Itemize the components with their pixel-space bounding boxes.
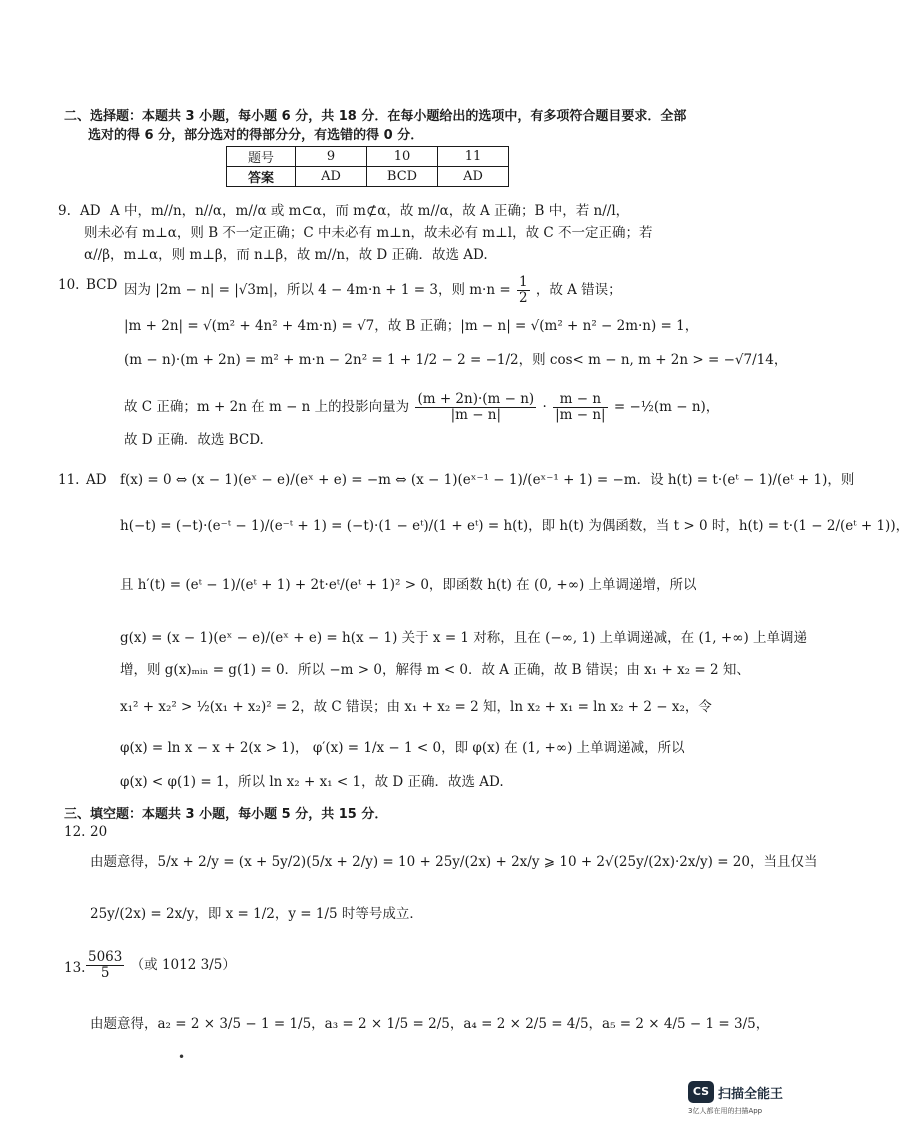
multiply-dot: · bbox=[542, 399, 547, 415]
fraction-denominator: |m − n| bbox=[450, 407, 502, 423]
q11-answer: AD bbox=[86, 472, 107, 488]
q9-line2: 则未必有 m⊥α，则 B 不一定正确；C 中未必有 m⊥n，故未必有 m⊥l，故 C 不一定正确；若 bbox=[84, 225, 653, 241]
answer-table-row bbox=[227, 167, 509, 187]
answer-table-header-row bbox=[227, 147, 509, 167]
table-cell: 11 bbox=[438, 147, 509, 167]
fraction-numerator: 1 bbox=[518, 274, 528, 290]
watermark-subtitle: 3亿人都在用的扫描App bbox=[688, 1107, 763, 1115]
q11-number: 11. bbox=[58, 472, 80, 488]
q13-answer bbox=[84, 950, 236, 981]
q9-number: 9. bbox=[58, 203, 71, 219]
fraction-numerator: m − n bbox=[553, 392, 608, 408]
q10-line4-text: 故 C 正确；m + 2n 在 m − n 上的投影向量为 bbox=[124, 399, 410, 415]
q9-line1: A 中，m//n，n//α，m//α 或 m⊂α，而 m⊄α，故 m//α，故 A 正确；B 中，若 n//l， bbox=[110, 203, 630, 219]
section2-heading-line2: 选对的得 6 分，部分选对的得部分分，有选错的得 0 分． bbox=[88, 128, 424, 143]
q11-line4: g(x) = (x − 1)(eˣ − e)/(eˣ + e) = h(x − 1) 关于 x = 1 对称，且在 (−∞, 1) 上单调递减，在 (1, +∞) 上单调递 bbox=[120, 630, 807, 646]
q10-line4-text-end: = −½(m − n)， bbox=[613, 399, 720, 415]
fraction bbox=[86, 950, 124, 981]
q11-line6: x₁² + x₂² > ½(x₁ + x₂)² = 2，故 C 错误；由 x₁ + x₂ = 2 知，ln x₂ + x₁ = ln x₂ + 2 − x₂，令 bbox=[120, 699, 712, 715]
q11-line8: φ(x) < φ(1) = 1，所以 ln x₂ + x₁ < 1，故 D 正确．故选 AD. bbox=[120, 774, 504, 790]
table-cell: 答案 bbox=[227, 167, 296, 187]
q12-answer: 20 bbox=[90, 824, 108, 840]
table-cell: 10 bbox=[367, 147, 438, 167]
q10-answer: BCD bbox=[86, 277, 118, 293]
q9-line3: α//β，m⊥α，则 m⊥β，而 n⊥β，故 m//n，故 D 正确．故选 AD. bbox=[84, 247, 488, 263]
watermark-name: 扫描全能王 bbox=[718, 1087, 784, 1102]
q10-line1 bbox=[124, 275, 622, 306]
fraction-denominator: |m − n| bbox=[555, 407, 606, 423]
q11-line2: h(−t) = (−t)·(e⁻ᵗ − 1)/(e⁻ᵗ + 1) = (−t)·(1 − eᵗ)/(1 + eᵗ) = h(t)，即 h(t) 为偶函数，当 t > 0 时，h(t) = t·(1 − 2/(eᵗ + 1))， bbox=[120, 518, 909, 534]
camscanner-logo-icon: CS bbox=[688, 1081, 714, 1103]
section3-heading: 三、填空题：本题共 3 小题，每小题 5 分，共 15 分． bbox=[64, 807, 388, 822]
q13-number: 13. bbox=[64, 960, 86, 976]
fraction bbox=[415, 392, 536, 423]
q12-line1: 由题意得，5/x + 2/y = (x + 5y/2)(5/x + 2/y) = 10 + 25y/(2x) + 2x/y ⩾ 10 + 2√(25y/(2x)·2x/y) = 20，当且仅当 bbox=[90, 854, 818, 870]
q9-answer: AD bbox=[80, 203, 101, 219]
q12-number: 12. bbox=[64, 824, 86, 840]
table-cell: BCD bbox=[367, 167, 438, 187]
q11-line5: 增，则 g(x)ₘᵢₙ = g(1) = 0．所以 −m > 0，解得 m < 0．故 A 正确，故 B 错误；由 x₁ + x₂ = 2 知、 bbox=[120, 662, 750, 678]
table-cell: AD bbox=[438, 167, 509, 187]
table-cell: 9 bbox=[296, 147, 367, 167]
q10-line5: 故 D 正确．故选 BCD. bbox=[124, 432, 264, 448]
q11-line3: 且 h′(t) = (eᵗ − 1)/(eᵗ + 1) + 2t·eᵗ/(eᵗ + 1)² > 0，即函数 h(t) 在 (0, +∞) 上单调递增，所以 bbox=[120, 577, 697, 593]
q11-line1: f(x) = 0 ⇔ (x − 1)(eˣ − e)/(eˣ + e) = −m ⇔ (x − 1)(eˣ⁻¹ − 1)/(eˣ⁻¹ + 1) = −m．设 h(t) = t·(eᵗ − 1)/(eᵗ + 1)，则 bbox=[120, 472, 855, 488]
table-cell: AD bbox=[296, 167, 367, 187]
fraction-numerator: (m + 2n)·(m − n) bbox=[417, 391, 535, 407]
q13-line1: 由题意得，a₂ = 2 × 3/5 − 1 = 1/5，a₃ = 2 × 1/5 = 2/5，a₄ = 2 × 2/5 = 4/5，a₅ = 2 × 4/5 − 1 = 3/5， bbox=[90, 1016, 770, 1032]
q10-line1-text-end: ，故 A 错误； bbox=[535, 282, 622, 298]
q12-line2: 25y/(2x) = 2x/y，即 x = 1/2，y = 1/5 时等号成立． bbox=[90, 906, 423, 922]
footer-mark: • bbox=[178, 1050, 186, 1064]
fraction-denominator: 2 bbox=[518, 290, 528, 306]
q13-answer-alt: （或 1012 3/5） bbox=[130, 957, 236, 973]
q11-line7: φ(x) = ln x − x + 2(x > 1)， φ′(x) = 1/x − 1 < 0，即 φ(x) 在 (1, +∞) 上单调递减，所以 bbox=[120, 740, 685, 756]
q10-line3: (m − n)·(m + 2n) = m² + m·n − 2n² = 1 + 1/2 − 2 = −1/2，则 cos< m − n, m + 2n > = −√7/14， bbox=[124, 352, 788, 368]
section2-heading-line1: 二、选择题：本题共 3 小题，每小题 6 分，共 18 分．在每小题给出的选项中，有多项符合题目要求．全部 bbox=[64, 109, 687, 124]
fraction bbox=[517, 275, 530, 306]
fraction-denominator: 5 bbox=[100, 965, 110, 981]
q10-line2: |m + 2n| = √(m² + 4n² + 4m·n) = √7，故 B 正确；|m − n| = √(m² + n² − 2m·n) = 1， bbox=[124, 318, 699, 334]
q10-line1-text: 因为 |2m − n| = |√3m|，所以 4 − 4m·n + 1 = 3，则 m·n = bbox=[124, 282, 511, 298]
answer-table bbox=[226, 146, 509, 187]
scanner-watermark bbox=[688, 1081, 788, 1115]
fraction-numerator: 5063 bbox=[88, 949, 123, 965]
table-cell: 题号 bbox=[227, 147, 296, 167]
q10-line4 bbox=[124, 392, 719, 423]
fraction bbox=[553, 392, 608, 423]
q10-number: 10. bbox=[58, 277, 80, 293]
